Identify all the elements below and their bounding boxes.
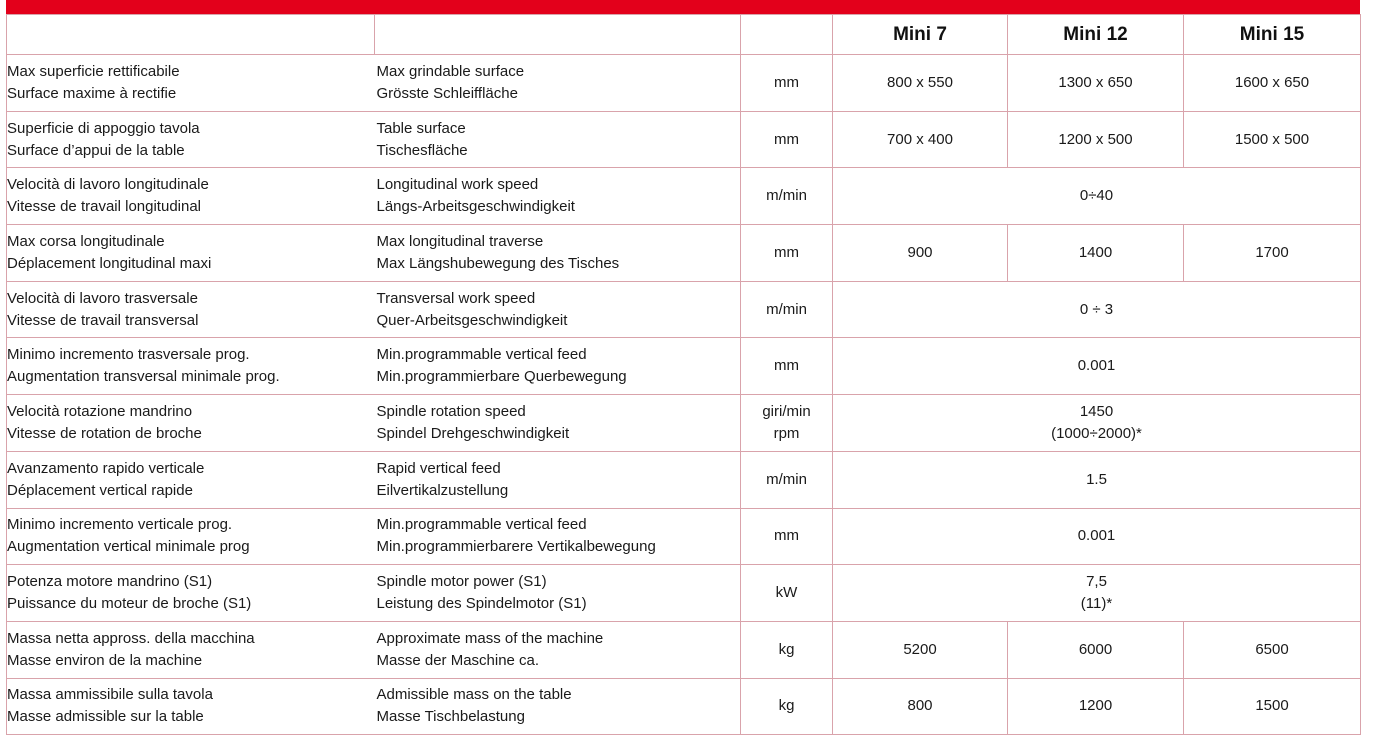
label-it-fr — [7, 451, 375, 508]
table-row — [7, 111, 1361, 168]
label-en-de — [375, 565, 741, 622]
text-line: 900 — [907, 243, 933, 261]
text-line: Minimo incremento verticale prog. — [7, 516, 233, 534]
text-line: 6500 — [1255, 640, 1289, 658]
unit-cell — [741, 338, 833, 395]
text-line: 1500 — [1255, 697, 1289, 715]
label-en-de — [375, 395, 741, 452]
label-en-de — [375, 451, 741, 508]
spec-table-body — [7, 15, 1361, 735]
value-cell — [833, 451, 1361, 508]
label-en-de — [375, 55, 741, 112]
text-line: 6000 — [1078, 640, 1113, 658]
unit-cell — [741, 451, 833, 508]
text-line: (11)* — [1080, 595, 1113, 613]
value-cell — [1184, 55, 1361, 112]
text-line: Max longitudinal traverse — [376, 232, 544, 250]
unit-cell — [741, 508, 833, 565]
label-en-de — [375, 678, 741, 735]
text-line: Augmentation vertical minimale prog — [7, 538, 250, 556]
text-line: mm — [774, 130, 799, 148]
text-line: 0.001 — [1077, 357, 1116, 375]
text-line: giri/min — [762, 402, 811, 420]
text-line: 0 ÷ 3 — [1079, 300, 1114, 318]
text-line: Admissible mass on the table — [376, 686, 572, 704]
text-line: Quer-Arbeitsgeschwindigkeit — [376, 311, 568, 329]
text-line: 800 — [907, 697, 933, 715]
unit-cell — [741, 565, 833, 622]
value-cell — [833, 111, 1008, 168]
table-row — [7, 395, 1361, 452]
text-line: 1600 x 650 — [1234, 73, 1310, 91]
text-line: 5200 — [903, 640, 937, 658]
text-line: Spindel Drehgeschwindigkeit — [376, 424, 570, 442]
text-line: Leistung des Spindelmotor (S1) — [376, 595, 587, 613]
text-line: 700 x 400 — [887, 130, 953, 148]
label-it-fr — [7, 565, 375, 622]
value-cell — [833, 281, 1361, 338]
text-line: m/min — [766, 470, 807, 488]
table-row — [7, 451, 1361, 508]
model-header-mini-7: Mini 7 — [833, 15, 1008, 55]
header-blank-label — [7, 15, 375, 55]
table-row — [7, 621, 1361, 678]
header-blank-label-2 — [375, 15, 741, 55]
value-cell — [1184, 225, 1361, 282]
value-cell — [1008, 621, 1184, 678]
unit-cell — [741, 168, 833, 225]
label-en-de — [375, 168, 741, 225]
value-cell — [833, 678, 1008, 735]
text-line: 1500 x 500 — [1234, 130, 1310, 148]
text-line: kg — [778, 640, 795, 658]
text-line: 0÷40 — [1079, 187, 1114, 205]
text-line: Masse Tischbelastung — [376, 708, 525, 726]
text-line: Massa ammissibile sulla tavola — [7, 686, 213, 704]
text-line: Surface d’appui de la table — [7, 141, 185, 159]
value-cell — [1184, 111, 1361, 168]
text-line: Rapid vertical feed — [376, 459, 501, 477]
value-cell — [1008, 678, 1184, 735]
text-line: m/min — [766, 187, 807, 205]
value-cell — [833, 508, 1361, 565]
label-it-fr — [7, 225, 375, 282]
label-en-de — [375, 338, 741, 395]
value-cell — [1008, 111, 1184, 168]
text-line: Surface maxime à rectifie — [7, 84, 177, 102]
label-it-fr — [7, 678, 375, 735]
label-it-fr — [7, 111, 375, 168]
value-cell — [1008, 55, 1184, 112]
label-it-fr — [7, 508, 375, 565]
text-line: 7,5 — [1086, 573, 1107, 591]
text-line: 1450 — [1079, 402, 1114, 420]
text-line: Max corsa longitudinale — [7, 232, 165, 250]
text-line: Masse der Maschine ca. — [376, 651, 540, 669]
text-line: Max Längshubewegung des Tisches — [376, 254, 620, 272]
label-en-de — [375, 281, 741, 338]
text-line: Eilvertikalzustellung — [376, 481, 509, 499]
model-header-mini-15: Mini 15 — [1184, 15, 1361, 55]
text-line: Vitesse de rotation de broche — [7, 424, 202, 442]
text-line: Longitudinal work speed — [376, 176, 539, 194]
text-line: 1400 — [1078, 243, 1113, 261]
unit-cell — [741, 111, 833, 168]
table-row — [7, 678, 1361, 735]
table-row — [7, 55, 1361, 112]
text-line: Minimo incremento trasversale prog. — [7, 346, 250, 364]
text-line: Spindle rotation speed — [376, 402, 526, 420]
text-line: Approximate mass of the machine — [376, 629, 604, 647]
text-line: 1200 x 500 — [1058, 130, 1133, 148]
table-row — [7, 565, 1361, 622]
text-line: Min.programmable vertical feed — [376, 346, 587, 364]
unit-cell — [741, 621, 833, 678]
value-cell — [1184, 621, 1361, 678]
text-line: Velocità rotazione mandrino — [7, 402, 193, 420]
text-line: Déplacement longitudinal maxi — [7, 254, 212, 272]
table-row — [7, 225, 1361, 282]
table-row — [7, 168, 1361, 225]
text-line: 1.5 — [1086, 470, 1107, 488]
text-line: Transversal work speed — [376, 289, 536, 307]
text-line: mm — [774, 527, 799, 545]
unit-cell — [741, 225, 833, 282]
text-line: Velocità di lavoro trasversale — [7, 289, 198, 307]
text-line: mm — [774, 357, 799, 375]
text-line: Min.programmable vertical feed — [376, 516, 587, 534]
label-en-de — [375, 111, 741, 168]
text-line: 1700 — [1255, 243, 1289, 261]
text-line: Max superficie rettificabile — [7, 62, 180, 80]
value-cell — [833, 621, 1008, 678]
text-line: Max grindable surface — [376, 62, 525, 80]
spec-table — [6, 14, 1361, 735]
label-it-fr — [7, 55, 375, 112]
text-line: 1300 x 650 — [1058, 73, 1133, 91]
value-cell — [833, 55, 1008, 112]
text-line: rpm — [773, 424, 800, 442]
text-line: (1000÷2000)* — [1051, 424, 1142, 442]
text-line: Masse environ de la machine — [7, 651, 203, 669]
unit-cell — [741, 395, 833, 452]
unit-cell — [741, 281, 833, 338]
text-line: Avanzamento rapido verticale — [7, 459, 205, 477]
table-row — [7, 281, 1361, 338]
label-en-de — [375, 621, 741, 678]
value-cell — [833, 565, 1361, 622]
model-header-mini-12: Mini 12 — [1008, 15, 1184, 55]
text-line: Puissance du moteur de broche (S1) — [7, 595, 252, 613]
text-line: mm — [774, 73, 799, 91]
text-line: Déplacement vertical rapide — [7, 481, 193, 499]
label-it-fr — [7, 168, 375, 225]
text-line: Velocità di lavoro longitudinale — [7, 176, 209, 194]
label-en-de — [375, 508, 741, 565]
text-line: Min.programmierbare Querbewegung — [376, 368, 627, 386]
text-line: 1200 — [1078, 697, 1113, 715]
text-line: kW — [775, 584, 798, 602]
top-accent-bar — [6, 0, 1360, 14]
text-line: Massa netta appross. della macchina — [7, 629, 255, 647]
label-en-de — [375, 225, 741, 282]
table-row — [7, 508, 1361, 565]
label-it-fr — [7, 338, 375, 395]
value-cell — [1184, 678, 1361, 735]
header-blank-unit — [741, 15, 833, 55]
value-cell — [833, 168, 1361, 225]
header-row — [7, 15, 1361, 55]
value-cell — [833, 225, 1008, 282]
text-line: Masse admissible sur la table — [7, 708, 204, 726]
text-line: Superficie di appoggio tavola — [7, 119, 200, 137]
text-line: 0.001 — [1077, 527, 1116, 545]
unit-cell — [741, 55, 833, 112]
text-line: Potenza motore mandrino (S1) — [7, 573, 213, 591]
text-line: Spindle motor power (S1) — [376, 573, 547, 591]
text-line: Tischesfläche — [376, 141, 468, 159]
table-row — [7, 338, 1361, 395]
label-it-fr — [7, 621, 375, 678]
text-line: Min.programmierbarere Vertikalbewegung — [376, 538, 656, 556]
label-it-fr — [7, 281, 375, 338]
text-line: kg — [778, 697, 795, 715]
label-it-fr — [7, 395, 375, 452]
text-line: Augmentation transversal minimale prog. — [7, 368, 280, 386]
text-line: Längs-Arbeitsgeschwindigkeit — [376, 198, 575, 216]
text-line: m/min — [766, 300, 807, 318]
value-cell — [1008, 225, 1184, 282]
text-line: Table surface — [376, 119, 466, 137]
value-cell — [833, 395, 1361, 452]
text-line: Vitesse de travail transversal — [7, 311, 199, 329]
unit-cell — [741, 678, 833, 735]
text-line: 800 x 550 — [887, 73, 953, 91]
text-line: Vitesse de travail longitudinal — [7, 198, 202, 216]
value-cell — [833, 338, 1361, 395]
text-line: Grösste Schleiffläche — [376, 84, 518, 102]
text-line: mm — [774, 243, 799, 261]
